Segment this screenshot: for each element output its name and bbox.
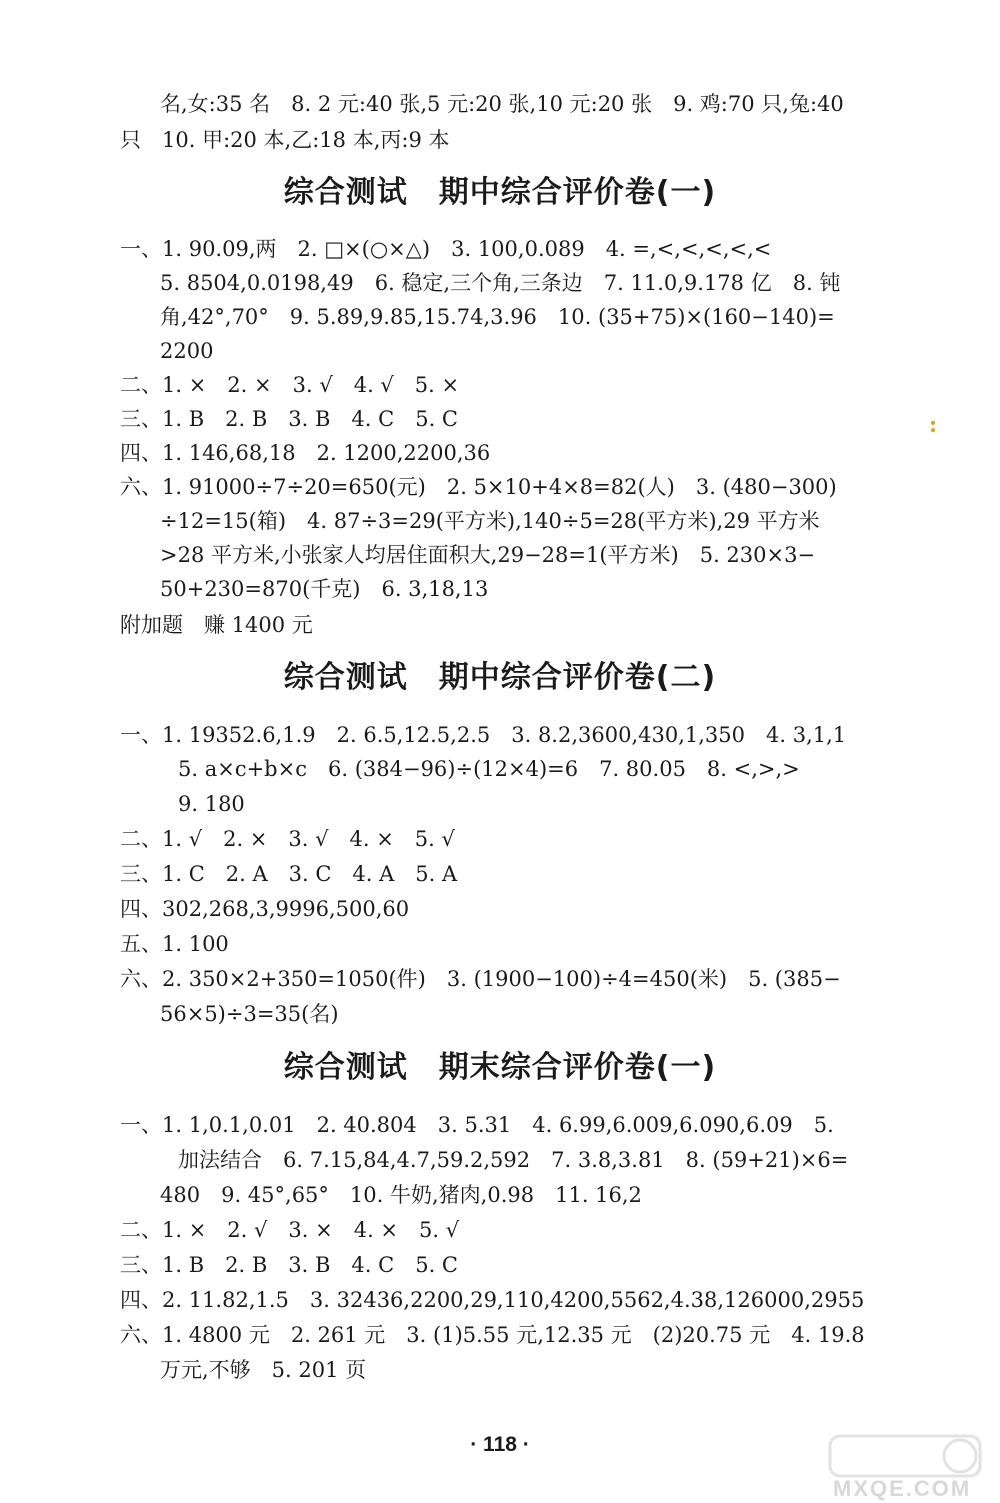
answer-line: 三、1. B 2. B 3. B 4. C 5. C [120,407,458,431]
answer-line: 附加题 赚 1400 元 [120,613,313,637]
watermark-text: MXQE.COM [833,1476,972,1501]
answer-line: 四、302,268,3,9996,500,60 [120,897,410,921]
answer-line: 5. a×c+b×c 6. (384−96)÷(12×4)=6 7. 80.05 8. <,>,> [178,757,800,781]
answer-line: 四、2. 11.82,1.5 3. 32436,2200,29,110,4200,5562,4.38,126000,2955 [120,1288,865,1312]
answer-line: 四、1. 146,68,18 2. 1200,2200,36 [120,441,491,465]
answer-line: 六、1. 91000÷7÷20=650(元) 2. 5×10+4×8=82(人) 3. (480−300) [120,475,837,499]
margin-dots: : [929,412,938,438]
answer-line: 角,42°,70° 9. 5.89,9.85,15.74,3.96 10. (35+75)×(160−140)= [160,305,835,329]
answer-line: 只 10. 甲:20 本,乙:18 本,丙:9 本 [120,128,450,152]
answer-line: ÷12=15(箱) 4. 87÷3=29(平方米),140÷5=28(平方米),29 平方米 [160,509,820,533]
answer-line: 二、1. × 2. √ 3. × 4. × 5. √ [120,1218,460,1242]
answer-line: 一、1. 1,0.1,0.01 2. 40.804 3. 5.31 4. 6.99,6.009,6.090,6.09 5. [120,1113,834,1137]
answer-line: 二、1. √ 2. × 3. √ 4. × 5. √ [120,827,455,851]
answer-line: 二、1. × 2. × 3. √ 4. √ 5. × [120,373,460,397]
answer-line: 一、1. 19352.6,1.9 2. 6.5,12.5,2.5 3. 8.2,3600,430,1,350 4. 3,1,1 [120,723,847,747]
answer-line: 名,女:35 名 8. 2 元:40 张,5 元:20 张,10 元:20 张 9. 鸡:70 只,兔:40 [160,92,844,116]
answer-line: 2200 [160,339,214,363]
answer-line: 480 9. 45°,65° 10. 牛奶,猪肉,0.98 11. 16,2 [160,1183,642,1207]
answer-line: 一、1. 90.09,两 2. □×(○×△) 3. 100,0.089 4. =,<,<,<,<,< [120,237,772,261]
section-title: 综合测试 期中综合评价卷(一) [283,175,717,210]
answer-line: 加法结合 6. 7.15,84,4.7,59.2,592 7. 3.8,3.81 8. (59+21)×6= [178,1148,849,1172]
answer-line: 五、1. 100 [120,932,229,956]
answer-line: 六、2. 350×2+350=1050(件) 3. (1900−100)÷4=450(米) 5. (385− [120,967,841,991]
answer-line: 9. 180 [178,792,245,816]
answer-line: 六、1. 4800 元 2. 261 元 3. (1)5.55 元,12.35 元 (2)20.75 元 4. 19.8 [120,1323,865,1347]
answer-line: 5. 8504,0.0198,49 6. 稳定,三个角,三条边 7. 11.0,9.178 亿 8. 钝 [160,271,841,295]
section-title: 综合测试 期末综合评价卷(一) [283,1050,717,1085]
answer-line: 万元,不够 5. 201 页 [160,1358,367,1382]
answer-line: 56×5)÷3=35(名) [160,1002,339,1026]
section-title: 综合测试 期中综合评价卷(二) [283,660,717,695]
answer-line: 三、1. B 2. B 3. B 4. C 5. C [120,1253,458,1277]
answer-line: 三、1. C 2. A 3. C 4. A 5. A [120,862,458,886]
answer-line: 50+230=870(千克) 6. 3,18,13 [160,577,489,601]
answer-line: >28 平方米,小张家人均居住面积大,29−28=1(平方米) 5. 230×3− [160,543,816,567]
page-number: · 118 · [470,1433,530,1456]
